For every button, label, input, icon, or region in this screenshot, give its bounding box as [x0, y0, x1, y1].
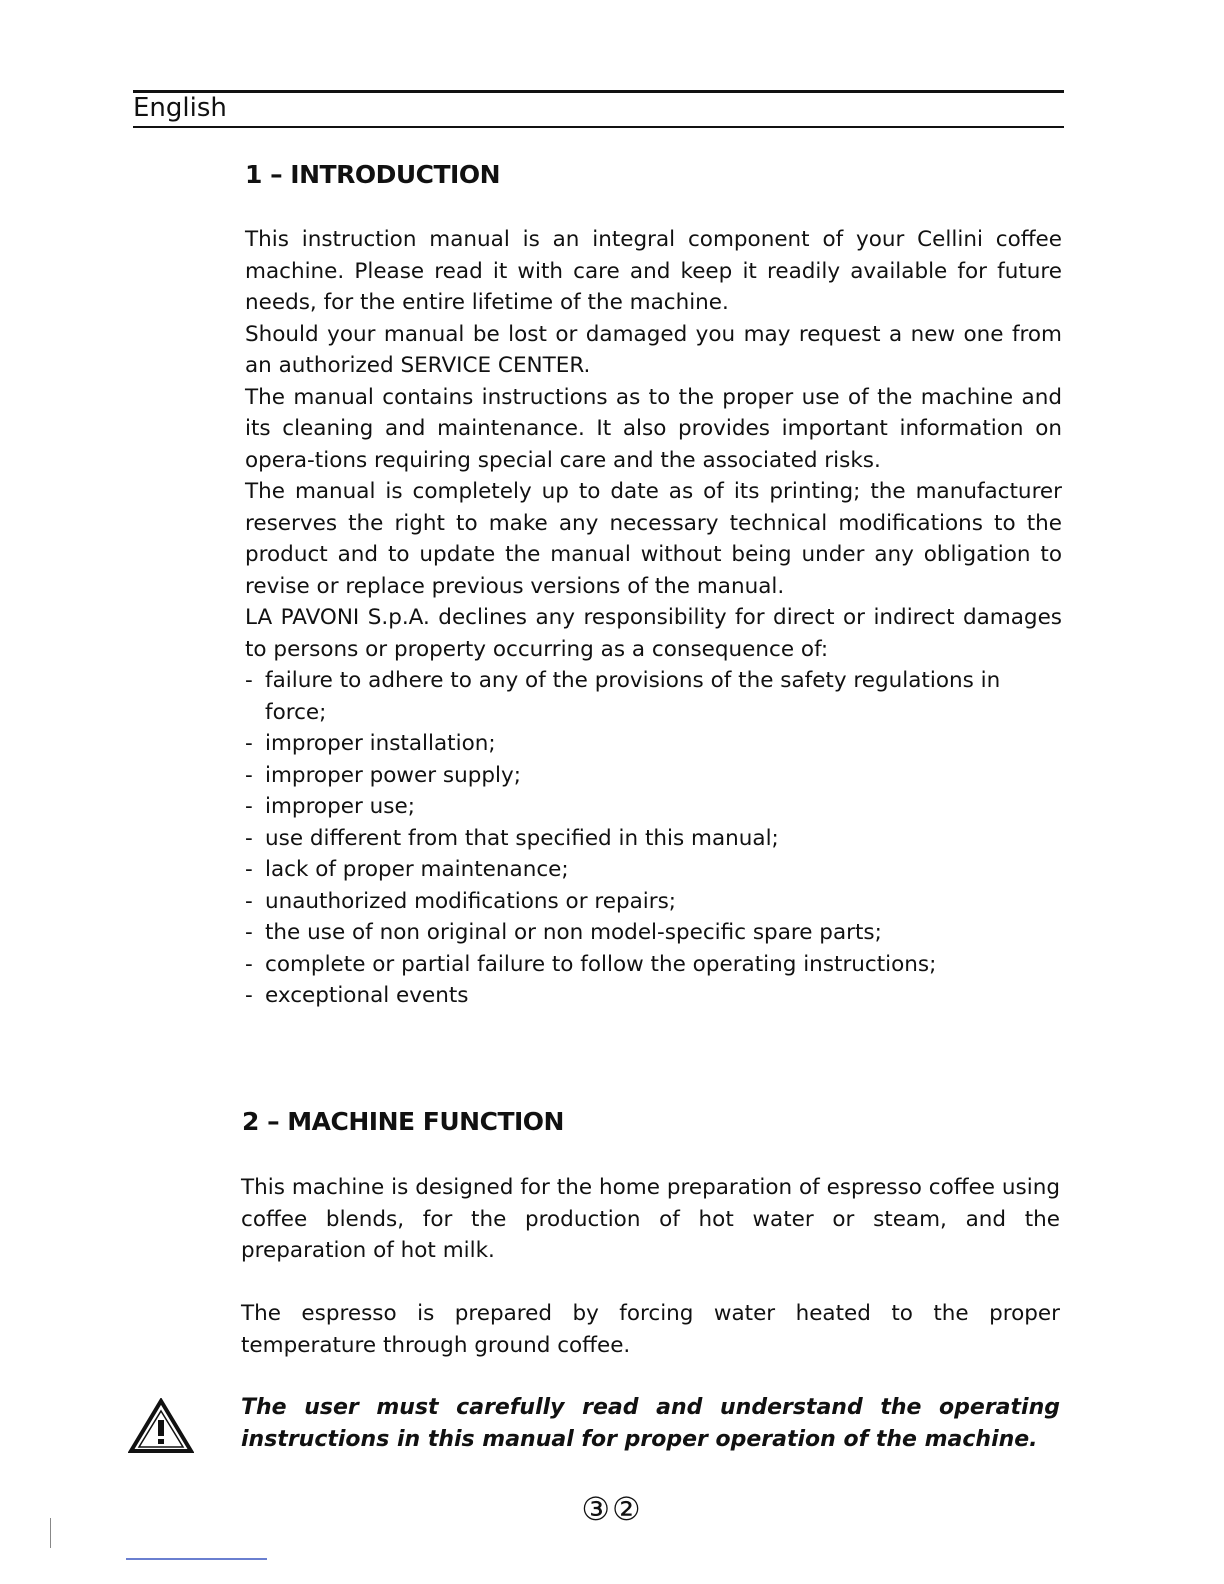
paragraph: LA PAVONI S.p.A. declines any responsibility for direct or indirect damages to persons or property occurring as a consequence of: [245, 605, 1062, 662]
list-item: - improper installation; [245, 728, 1062, 760]
list-item: - complete or partial failure to follow the operating instructions; [245, 949, 1062, 981]
page-number: ③② [581, 1490, 643, 1528]
introduction-body [245, 224, 1062, 1012]
header-rule-bottom [133, 126, 1064, 128]
paragraph: The manual contains instructions as to the proper use of the machine and its cleaning and maintenance. It also provides important information on opera-tions requiring special care and the associated risks. [245, 384, 1062, 473]
footer-divider [126, 1558, 267, 1560]
list-item: - failure to adhere to any of the provisions of the safety regulations in force; [245, 665, 1062, 728]
machine-function-paragraph: The espresso is prepared by forcing water heated to the proper temperature through ground coffee. [241, 1301, 1060, 1358]
list-item: - improper power supply; [245, 760, 1062, 792]
scan-margin-mark [50, 1518, 51, 1548]
paragraph: This instruction manual is an integral component of your Cellini coffee machine. Please read it with care and keep it readily available for future needs, for the entire lifetime of the machine. [245, 227, 1062, 315]
list-item: - improper use; [245, 791, 1062, 823]
warning-note: The user must carefully read and understand the operating instructions in this manual for proper operation of the machine. [241, 1395, 1060, 1452]
warning-triangle-icon [128, 1398, 194, 1454]
header-rule-top [133, 90, 1064, 93]
liability-list [245, 665, 1062, 1012]
list-item: - lack of proper maintenance; [245, 854, 1062, 886]
paragraph: Should your manual be lost or damaged you may request a new one from an authorized SERVICE CENTER. [245, 321, 1062, 378]
section-title-introduction: 1 – INTRODUCTION [245, 160, 501, 189]
section-title-machine-function: 2 – MACHINE FUNCTION [242, 1107, 564, 1136]
list-item: - exceptional events [245, 980, 1062, 1012]
list-item: - use different from that specified in this manual; [245, 823, 1062, 855]
paragraph: The manual is completely up to date as of its printing; the manufacturer reserves the right to make any necessary technical modifications to the product and to update the manual without being under any obligation to revise or replace previous versions of the manual. [245, 479, 1062, 599]
machine-function-paragraph: This machine is designed for the home preparation of espresso coffee using coffee blends, for the production of hot water or steam, and the preparation of hot milk. [241, 1175, 1060, 1263]
list-item: - unauthorized modifications or repairs; [245, 886, 1062, 918]
list-item: - the use of non original or non model-specific spare parts; [245, 917, 1062, 949]
language-label: English [133, 93, 227, 123]
